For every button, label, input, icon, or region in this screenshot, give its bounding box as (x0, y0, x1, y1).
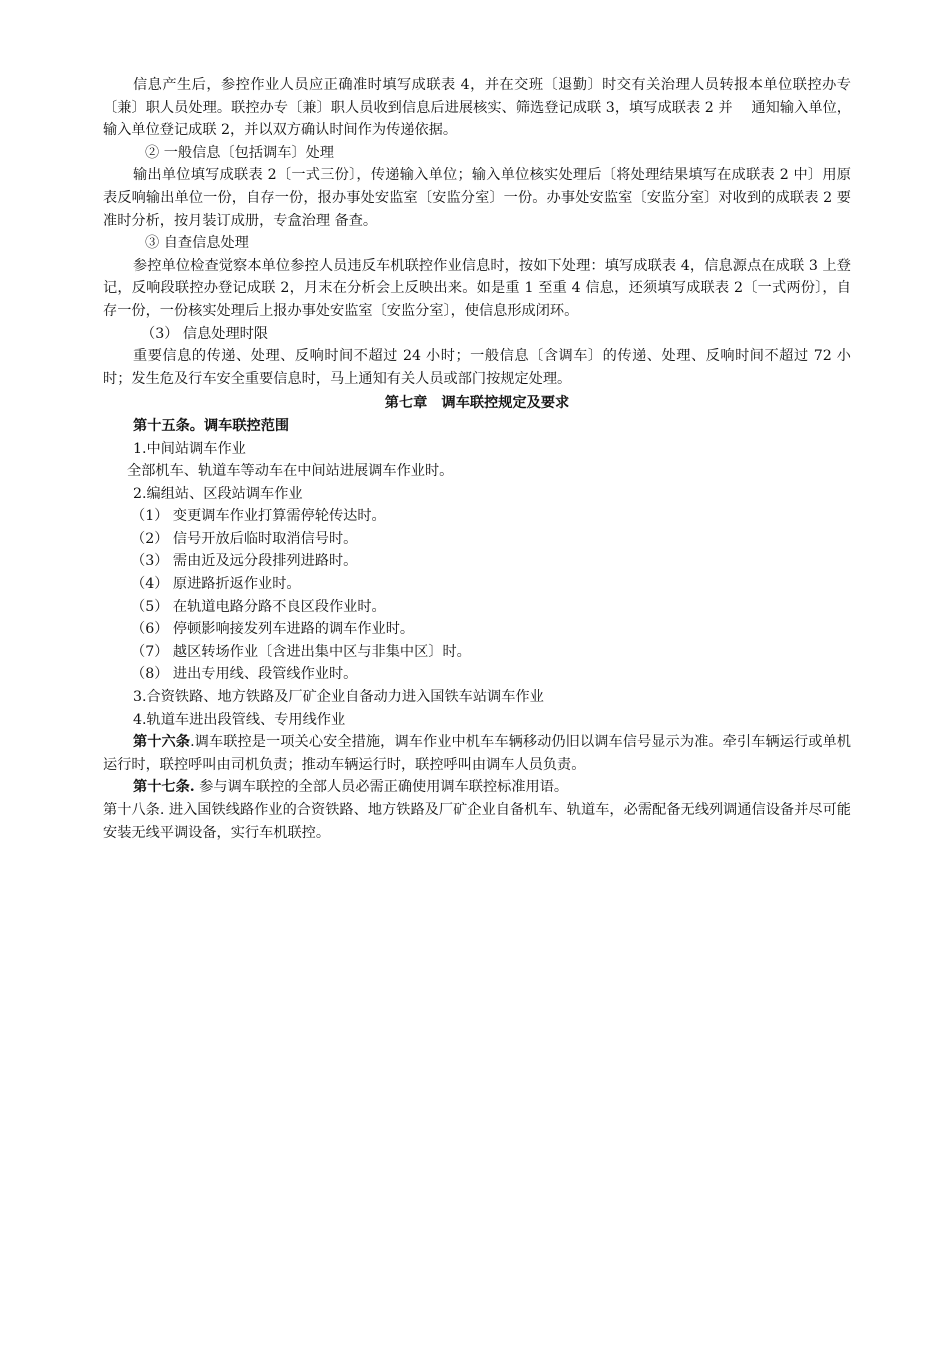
article-15-section-1-text: 全部机车、轨道车等动车在中间站进展调车作业时。 (127, 463, 454, 480)
article-15-section-1: 1.中间站调车作业 (133, 440, 246, 457)
article-18: 第十八条. 进入国铁线路作业的合资铁路、地方铁路及厂矿企业自备机车、轨道车，必需配备无线列调通信设备并尽可能安装无线平调设备，实行车机联控。 (103, 802, 851, 841)
heading-general-info: ② 一般信息〔包括调车〕处理 (145, 144, 334, 161)
article-16-text: .调车联控是一项关心安全措施，调车作业中机车车辆移动仍旧以调车信号显示为准。牵引车辆运行或单机运行时，联控呼叫由司机负责；推动车辆运行时，联控呼叫由调车人员负责。 (103, 734, 851, 773)
list-item: （7） 越区转场作业〔含进出集中区与非集中区〕时。 (131, 643, 471, 660)
list-item: （4） 原进路折返作业时。 (131, 576, 301, 593)
list-item: （5） 在轨道电路分路不良区段作业时。 (131, 598, 386, 615)
list-item: （2） 信号开放后临时取消信号时。 (131, 530, 358, 547)
article-17 (103, 776, 851, 799)
article-15-section-4: 4.轨道车进出段管线、专用线作业 (133, 711, 346, 728)
heading-time-limit: （3） 信息处理时限 (141, 325, 269, 342)
heading-self-check: ③ 自查信息处理 (145, 235, 249, 252)
list-item: （8） 进出专用线、段管线作业时。 (131, 666, 358, 683)
article-16-label: 第十六条 (133, 734, 191, 751)
paragraph-info-transmission: 信息产生后，参控作业人员应正确准时填写成联表 4，并在交班〔退勤〕时交有关治理人员转报本单位联控办专〔兼〕职人员处理。联控办专〔兼〕职人员收到信息后进展核实、筛选登记成联 3，填写成联表 2 并 通知输入单位，输入单位登记成联 2，并以双方确认时间作为传递依据。 (103, 77, 851, 139)
article-17-text: 参与调车联控的全部人员必需正确使用调车联控标准用语。 (194, 779, 569, 796)
chapter-title: 第七章 调车联控规定及要求 (384, 395, 570, 412)
list-item: （3） 需由近及远分段排列进路时。 (131, 553, 358, 570)
article-17-label: 第十七条. (133, 779, 195, 796)
paragraph-time-limit: 重要信息的传递、处理、反响时间不超过 24 小时；一般信息〔含调车〕的传递、处理、反响时间不超过 72 小时；发生危及行车安全重要信息时，马上通知有关人员或部门按规定处理。 (103, 348, 851, 387)
paragraph-general-info: 输出单位填写成联表 2〔一式三份〕，传递输入单位；输入单位核实处理后〔将处理结果填写在成联表 2 中〕用原表反响输出单位一份，自存一份，报办事处安监室〔安监分室〕一份。办事处安监室〔安监分室〕对收到的成联表 2 要准时分析，按月装订成册，专盒治理 备查。 (103, 167, 851, 229)
document-page (103, 74, 851, 844)
article-15-section-2: 2.编组站、区段站调车作业 (133, 485, 303, 502)
article-15-section-3: 3.合资铁路、地方铁路及厂矿企业自备动力进入国铁车站调车作业 (133, 689, 544, 706)
article-15-title: 第十五条。调车联控范围 (133, 417, 290, 434)
article-16 (103, 731, 851, 776)
list-item: （1） 变更调车作业打算需停轮传达时。 (131, 508, 386, 525)
paragraph-self-check: 参控单位检查觉察本单位参控人员违反车机联控作业信息时，按如下处理：填写成联表 4，信息源点在成联 3 上登记，反响段联控办登记成联 2，月末在分析会上反映出来。如是重 1 至重 4 信息，还须填写成联表 2〔一式两份〕，自存一份，一份核实处理后上报办事处安监室〔安监分室〕，使信息形成闭环。 (103, 257, 851, 319)
list-item: （6） 停顿影响接发列车进路的调车作业时。 (131, 621, 415, 638)
